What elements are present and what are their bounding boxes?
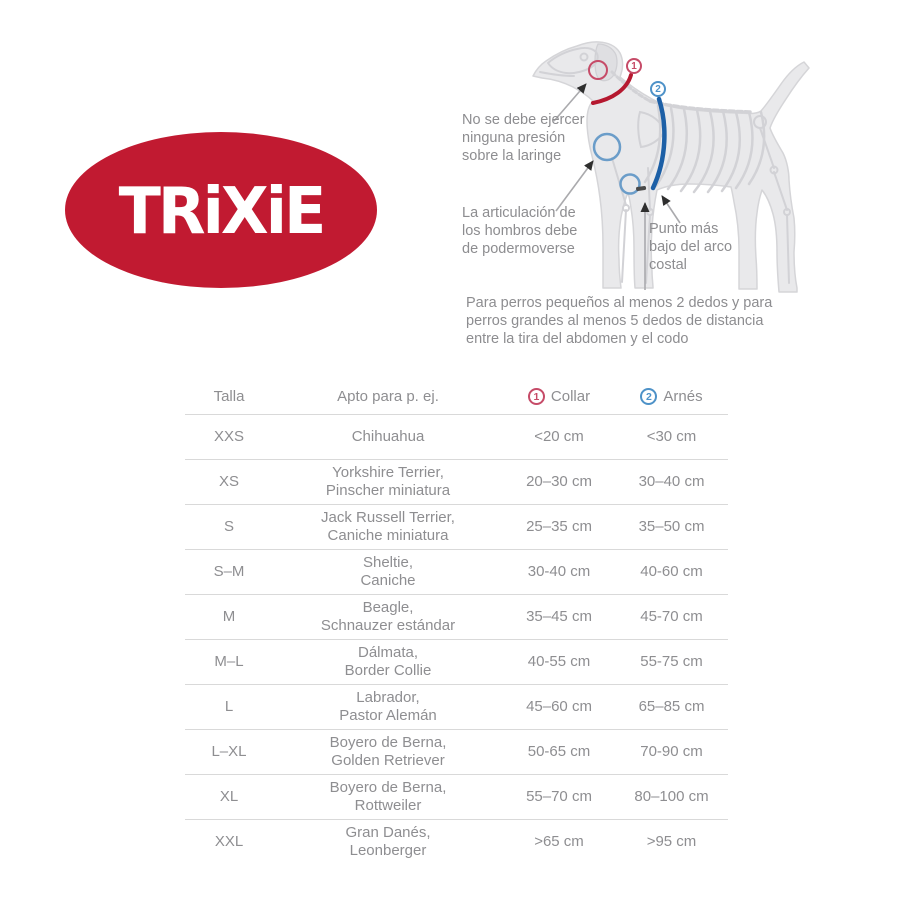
note-line: de podermoverse: [462, 241, 575, 257]
table-row: [185, 414, 728, 459]
note-line: bajo del arco: [649, 239, 733, 255]
cell-harness: 45-70 cm: [615, 594, 728, 639]
collar-header-number-icon: 1: [528, 388, 545, 405]
arrow-to-rib-point: [662, 196, 680, 223]
cell-breeds: Sheltie, Caniche: [273, 549, 503, 594]
cell-size: S–M: [185, 549, 273, 594]
cell-harness: <30 cm: [615, 414, 728, 459]
cell-size: M: [185, 594, 273, 639]
header-collar: [503, 380, 615, 414]
note-larynx: [462, 111, 612, 165]
table-row: [185, 459, 728, 504]
cell-size: XS: [185, 459, 273, 504]
cell-collar: 30-40 cm: [503, 549, 615, 594]
note-line: Punto más: [649, 221, 719, 237]
note-line: costal: [649, 257, 687, 273]
dog-fit-diagram: [0, 0, 900, 375]
collar-number: 1: [631, 60, 637, 72]
table-header-row: [185, 380, 728, 414]
note-line: No se debe ejercer: [462, 112, 585, 128]
harness-number: 2: [655, 83, 661, 95]
cell-breeds: Chihuahua: [273, 414, 503, 459]
table-row: [185, 684, 728, 729]
table-row: [185, 594, 728, 639]
cell-breeds: Beagle, Schnauzer estándar: [273, 594, 503, 639]
table-row: [185, 549, 728, 594]
cell-size: M–L: [185, 639, 273, 684]
cell-size: XXS: [185, 414, 273, 459]
cell-harness: 65–85 cm: [615, 684, 728, 729]
note-shoulder: [462, 204, 612, 258]
cell-collar: 35–45 cm: [503, 594, 615, 639]
cell-size: S: [185, 504, 273, 549]
harness-number-marker: [650, 81, 666, 97]
cell-harness: 80–100 cm: [615, 774, 728, 819]
header-size: Talla: [185, 380, 273, 414]
cell-collar: 40-55 cm: [503, 639, 615, 684]
cell-size: XXL: [214, 832, 244, 850]
note-line: sobre la laringe: [462, 148, 562, 164]
header-collar-label: Collar: [550, 388, 591, 406]
cell-breeds: Jack Russell Terrier, Caniche miniatura: [273, 504, 503, 549]
cell-harness: 70-90 cm: [615, 729, 728, 774]
cell-harness: 40-60 cm: [615, 549, 728, 594]
cell-size: XL: [185, 774, 273, 819]
cell-breeds: Dálmata, Border Collie: [273, 639, 503, 684]
cell-breeds: Boyero de Berna, Golden Retriever: [273, 729, 503, 774]
header-harness-label: Arnés: [663, 388, 703, 406]
cell-harness: 35–50 cm: [615, 504, 728, 549]
note-line: ninguna presión: [462, 130, 566, 146]
cell-collar: 45–60 cm: [503, 684, 615, 729]
cell-collar: <20 cm: [503, 414, 615, 459]
cell-harness: 55-75 cm: [615, 639, 728, 684]
table-row: [185, 774, 728, 819]
cell-collar: 55–70 cm: [503, 774, 615, 819]
cell-breeds: Yorkshire Terrier, Pinscher miniatura: [273, 459, 503, 504]
cell-collar: 20–30 cm: [503, 459, 615, 504]
cell-breeds: Labrador, Pastor Alemán: [273, 684, 503, 729]
note-line: entre la tira del abdomen y el codo: [466, 331, 689, 347]
header-harness: [615, 380, 728, 414]
note-belly-distance: [466, 294, 816, 348]
table-row: [185, 639, 728, 684]
table-row: [185, 819, 728, 864]
note-line: los hombros debe: [462, 223, 578, 239]
table-row: [185, 504, 728, 549]
header-breeds: Apto para p. ej.: [273, 380, 503, 414]
cell-size: L: [185, 684, 273, 729]
note-line: Para perros pequeños al menos 2 dedos y para: [466, 295, 773, 311]
harness-header-number-icon: 2: [640, 388, 657, 405]
size-table: [185, 380, 728, 864]
cell-harness: >95 cm: [646, 832, 697, 850]
cell-harness: 30–40 cm: [615, 459, 728, 504]
trixie-logo-text: TRiXiE: [118, 172, 324, 248]
cell-breeds: Boyero de Berna, Rottweiler: [273, 774, 503, 819]
cell-size: L–XL: [185, 729, 273, 774]
collar-number-marker: [626, 58, 642, 74]
cell-collar: >65 cm: [534, 832, 584, 850]
cell-collar: 25–35 cm: [503, 504, 615, 549]
note-rib-point: [649, 220, 769, 274]
note-line: La articulación de: [462, 205, 576, 221]
table-row: [185, 729, 728, 774]
note-line: perros grandes al menos 5 dedos de distancia: [466, 313, 764, 329]
cell-collar: 50-65 cm: [503, 729, 615, 774]
cell-breeds: Gran Danés, Leonberger: [345, 823, 431, 859]
